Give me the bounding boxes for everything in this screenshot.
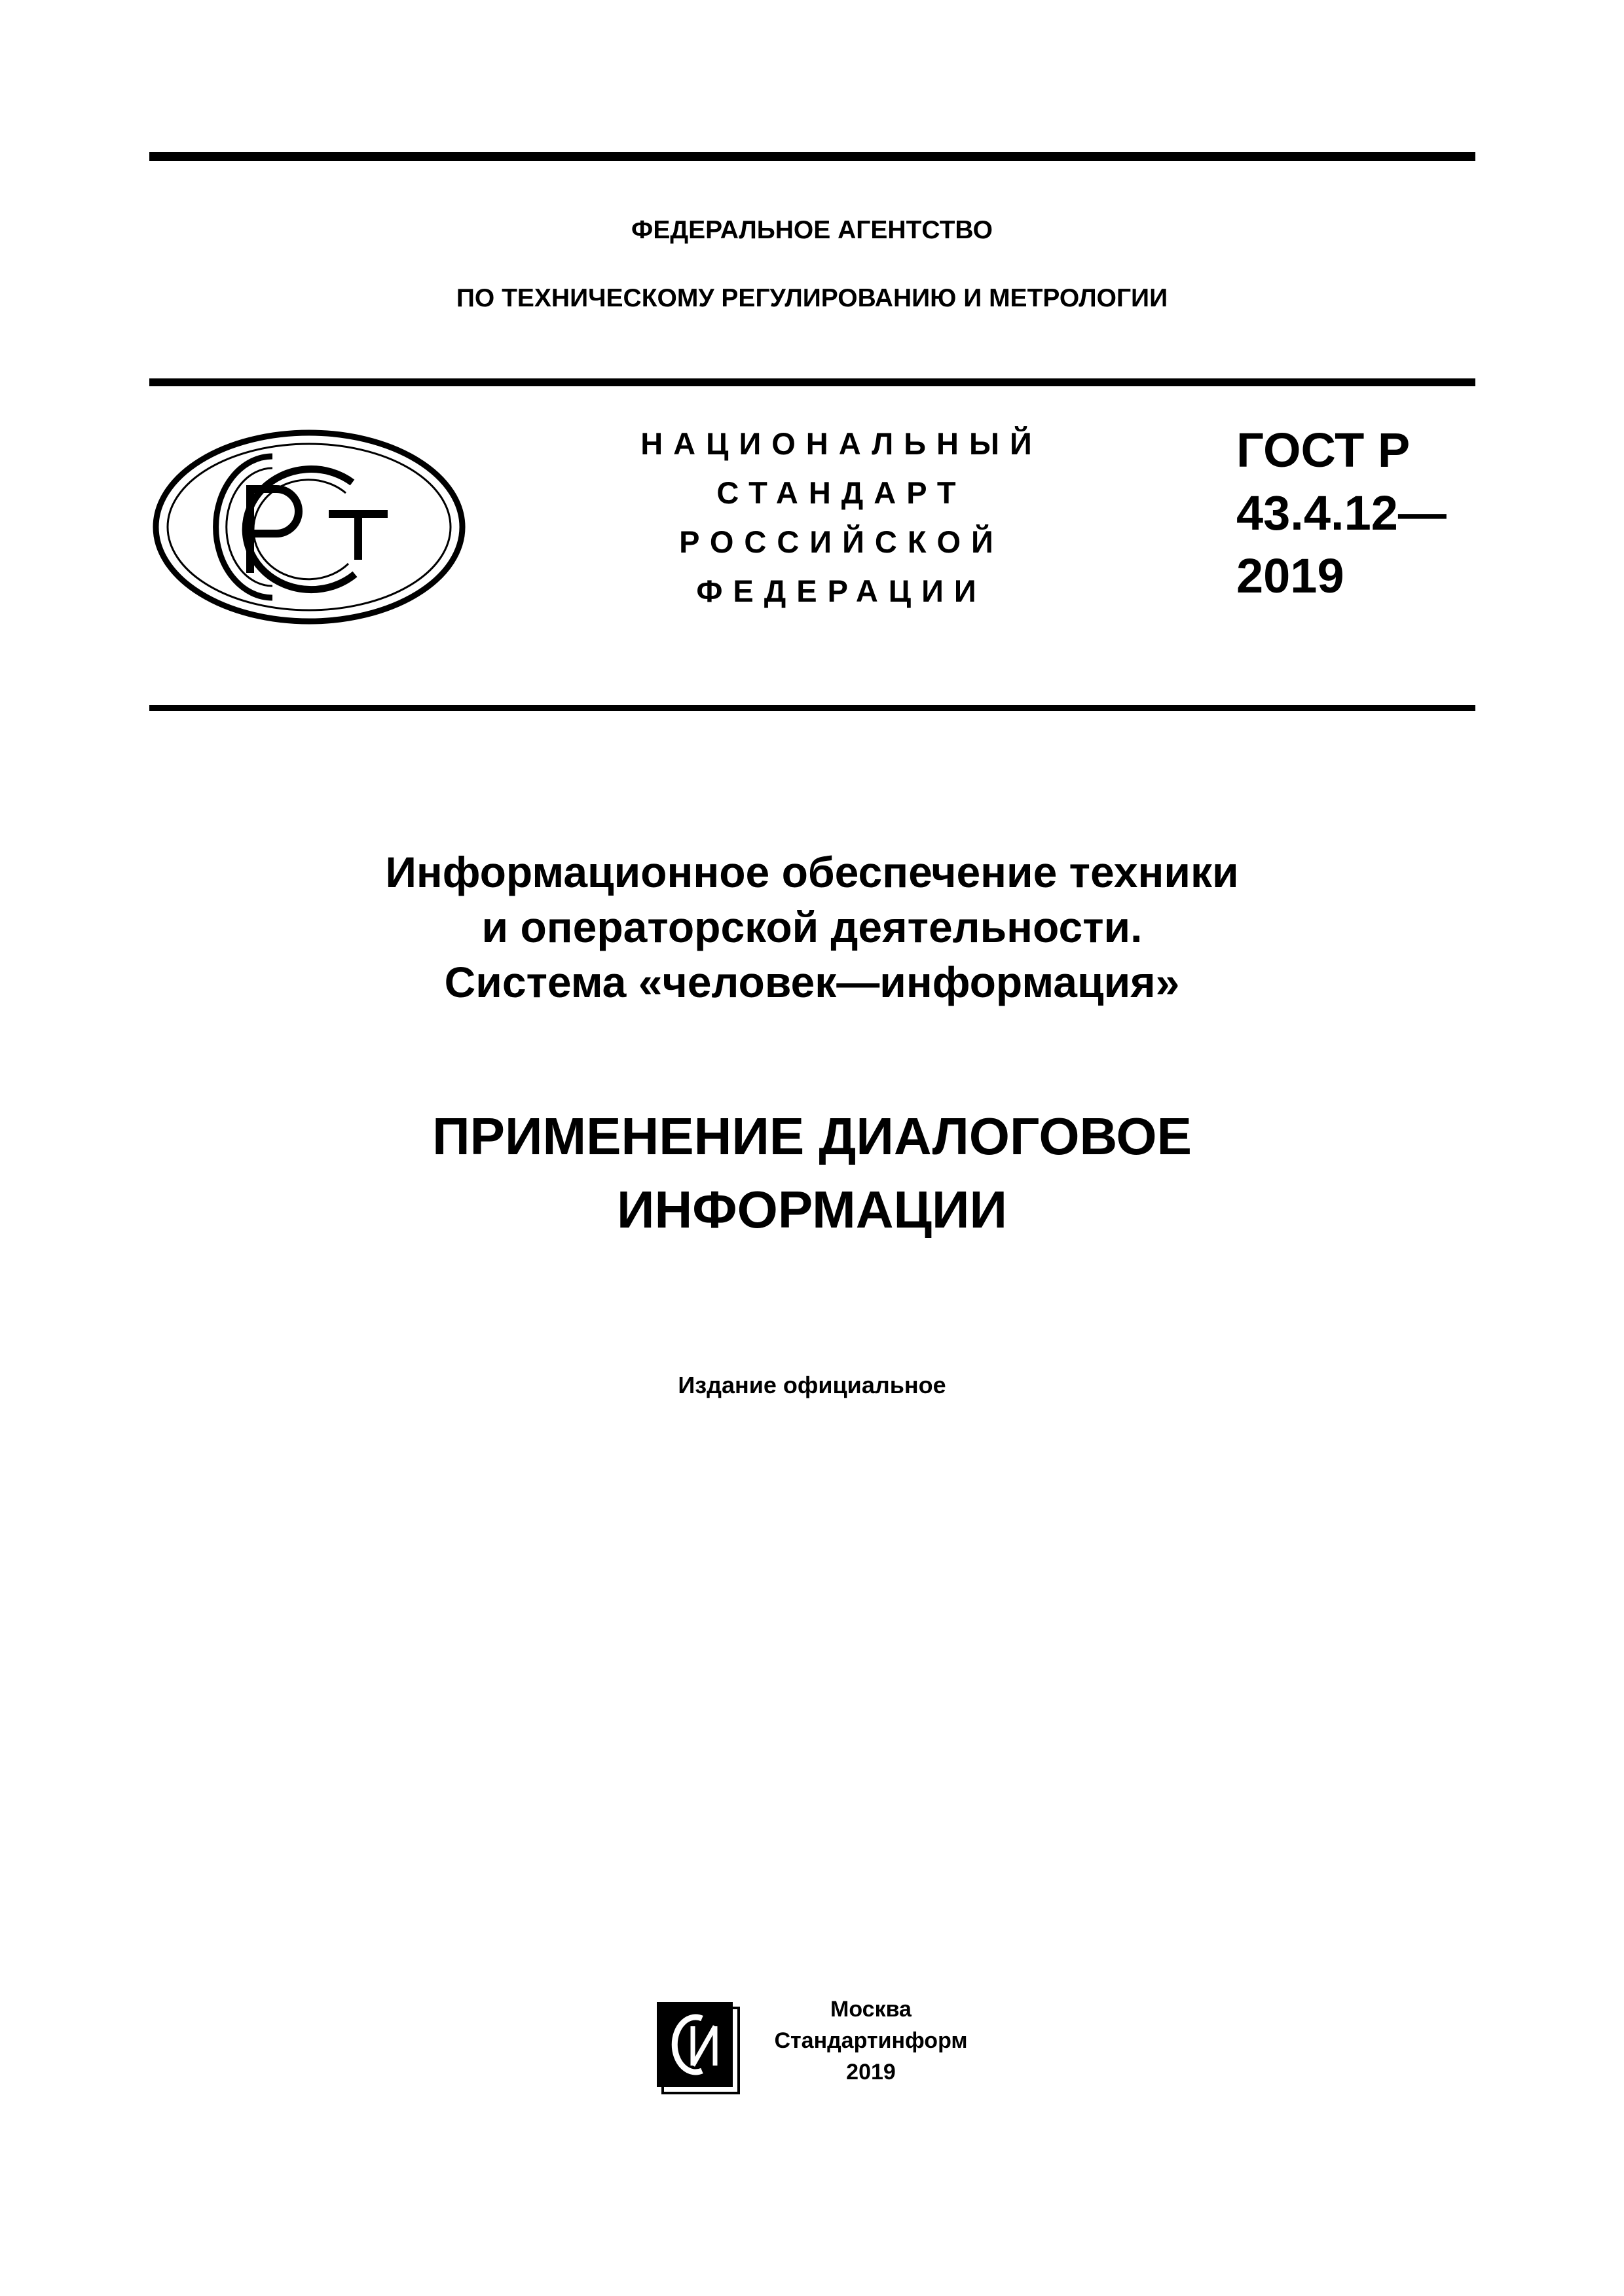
title-line: Информационное обеспечение техники	[385, 848, 1239, 896]
imprint-year: 2019	[846, 2060, 896, 2085]
standard-type-line: НАЦИОНАЛЬНЫЙ	[640, 426, 1043, 461]
standard-type-line: ФЕДЕРАЦИИ	[696, 574, 987, 608]
title-line: и операторской деятельности.	[481, 903, 1143, 951]
main-title-line: ИНФОРМАЦИИ	[617, 1180, 1007, 1239]
imprint-city: Москва	[830, 1997, 912, 2022]
standard-type-line: СТАНДАРТ	[716, 475, 967, 510]
main-title-line: ПРИМЕНЕНИЕ ДИАЛОГОВОЕ	[432, 1107, 1192, 1165]
document-main-title	[0, 1100, 1624, 1247]
designation-line: ГОСТ Р	[1236, 423, 1411, 477]
bottom-rule	[149, 705, 1475, 711]
imprint-publisher: Стандартинформ	[774, 2028, 968, 2053]
middle-rule	[149, 378, 1475, 386]
rst-certification-mark-icon	[152, 429, 466, 625]
standard-designation	[1236, 419, 1447, 608]
agency-name-line1: ФЕДЕРАЛЬНОЕ АГЕНТСТВО	[631, 216, 993, 244]
imprint	[766, 1994, 976, 2088]
standard-type	[609, 419, 1074, 615]
top-rule	[149, 152, 1475, 161]
designation-line: 2019	[1236, 549, 1344, 603]
agency-name-line2: ПО ТЕХНИЧЕСКОМУ РЕГУЛИРОВАНИЮ И МЕТРОЛОГИИ	[456, 284, 1168, 312]
title-line: Система «человек—информация»	[444, 958, 1180, 1006]
standartinform-logo-icon	[655, 2000, 743, 2098]
standard-type-line: РОССИЙСКОЙ	[679, 524, 1004, 559]
designation-line: 43.4.12—	[1236, 486, 1447, 540]
document-title	[0, 845, 1624, 1010]
edition-note: Издание официальное	[678, 1372, 946, 1398]
